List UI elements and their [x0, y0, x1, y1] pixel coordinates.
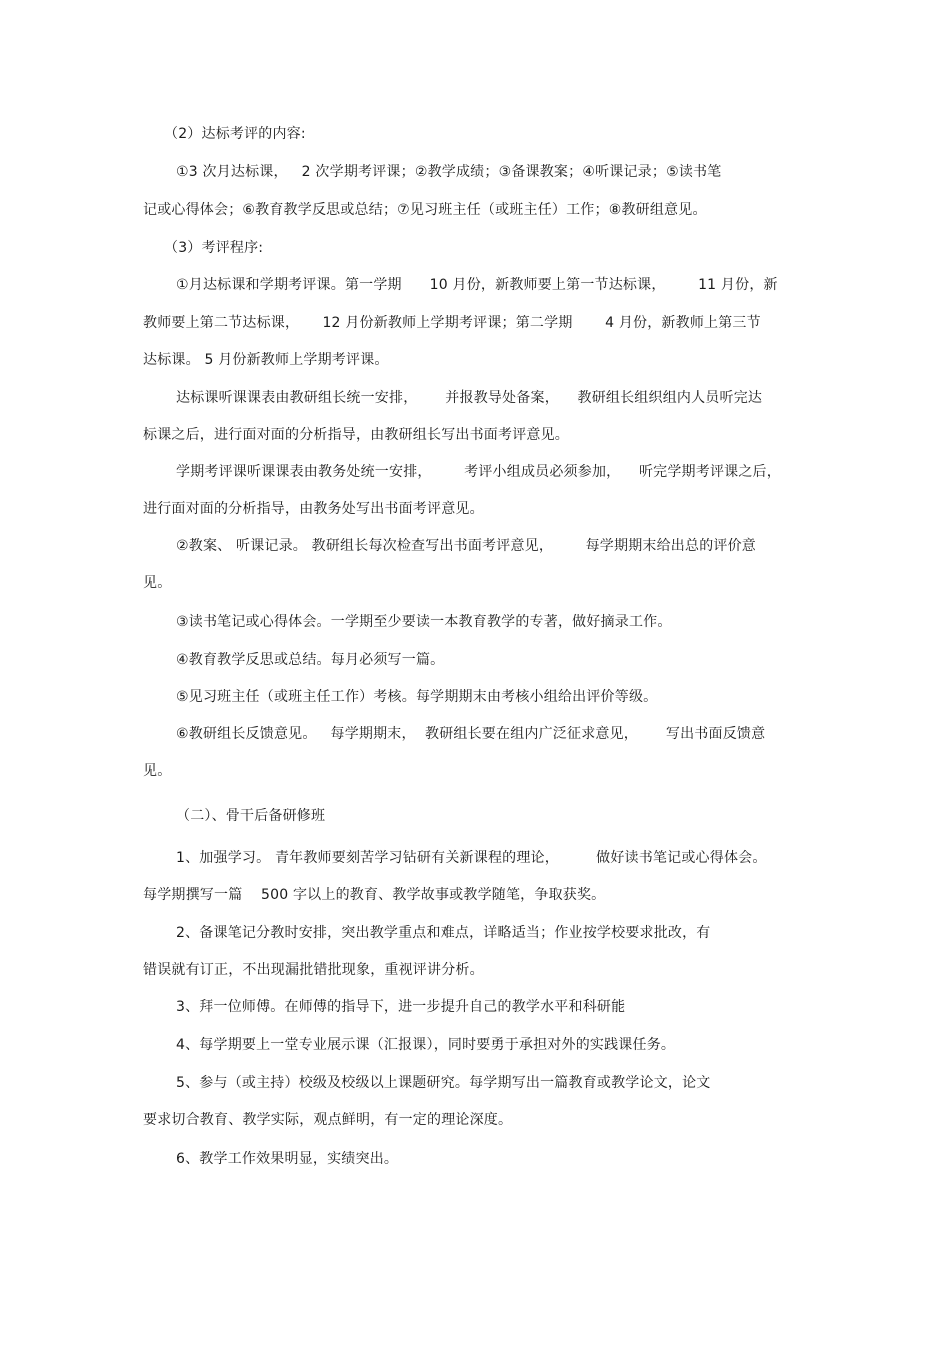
text-line: 见。	[143, 763, 172, 779]
text-line: ①3 次月达标课， 2 次学期考评课；②教学成绩；③备课教案；④听课记录；⑤读书笔	[176, 164, 722, 180]
text-line: 进行面对面的分析指导，由教务处写出书面考评意见。	[143, 501, 484, 517]
text-line: 要求切合教育、教学实际，观点鲜明，有一定的理论深度。	[143, 1112, 513, 1128]
text-line: 错误就有订正，不出现漏批错批现象，重视评讲分析。	[143, 962, 484, 978]
text-line: 教师要上第二节达标课， 12 月份新教师上学期考评课；第二学期 4 月份，新教师上第三节	[143, 315, 761, 331]
text-line: （3）考评程序:	[164, 240, 264, 256]
text-line: 学期考评课听课课表由教务处统一安排， 考评小组成员必须参加， 听完学期考评课之后，	[176, 464, 781, 480]
text-line: 5、参与（或主持）校级及校级以上课题研究。每学期写出一篇教育或教学论文，论文	[176, 1075, 711, 1091]
text-line: 标课之后，进行面对面的分析指导，由教研组长写出书面考评意见。	[143, 427, 569, 443]
text-line: 3、拜一位师傅。在师傅的指导下，进一步提升自己的教学水平和科研能	[176, 999, 626, 1015]
text-line: 记或心得体会；⑥教育教学反思或总结；⑦见习班主任（或班主任）工作；⑧教研组意见。	[143, 202, 707, 218]
text-line: ②教案、 听课记录。 教研组长每次检查写出书面考评意见， 每学期期末给出总的评价意	[176, 538, 757, 554]
text-line: 4、每学期要上一堂专业展示课（汇报课），同时要勇于承担对外的实践课任务。	[176, 1037, 676, 1053]
text-line: 达标课。 5 月份新教师上学期考评课。	[143, 352, 389, 368]
text-line: 达标课听课课表由教研组长统一安排， 并报教导处备案， 教研组长组织组内人员听完达	[176, 390, 763, 406]
text-line: 见。	[143, 575, 172, 591]
text-line: ①月达标课和学期考评课。第一学期 10 月份，新教师要上第一节达标课， 11 月份，新	[176, 277, 778, 293]
text-line: ③读书笔记或心得体会。一学期至少要读一本教育教学的专著，做好摘录工作。	[176, 614, 672, 630]
text-line: 6、教学工作效果明显，实绩突出。	[176, 1151, 399, 1167]
text-line: ⑤见习班主任（或班主任工作）考核。每学期期末由考核小组给出评价等级。	[176, 689, 658, 705]
text-line: 1、加强学习。 青年教师要刻苦学习钻研有关新课程的理论， 做好读书笔记或心得体会。	[176, 850, 767, 866]
text-line: 2、备课笔记分教时安排，突出教学重点和难点，详略适当；作业按学校要求批改，有	[176, 925, 711, 941]
text-line: 每学期撰写一篇 500 字以上的教育、教学故事或教学随笔，争取获奖。	[143, 887, 606, 903]
section-heading: （二）、骨干后备研修班	[176, 808, 326, 824]
text-line: （2）达标考评的内容:	[164, 126, 306, 142]
text-line: ④教育教学反思或总结。每月必须写一篇。	[176, 652, 445, 668]
text-line: ⑥教研组长反馈意见。 每学期期末， 教研组长要在组内广泛征求意见， 写出书面反馈意	[176, 726, 766, 742]
